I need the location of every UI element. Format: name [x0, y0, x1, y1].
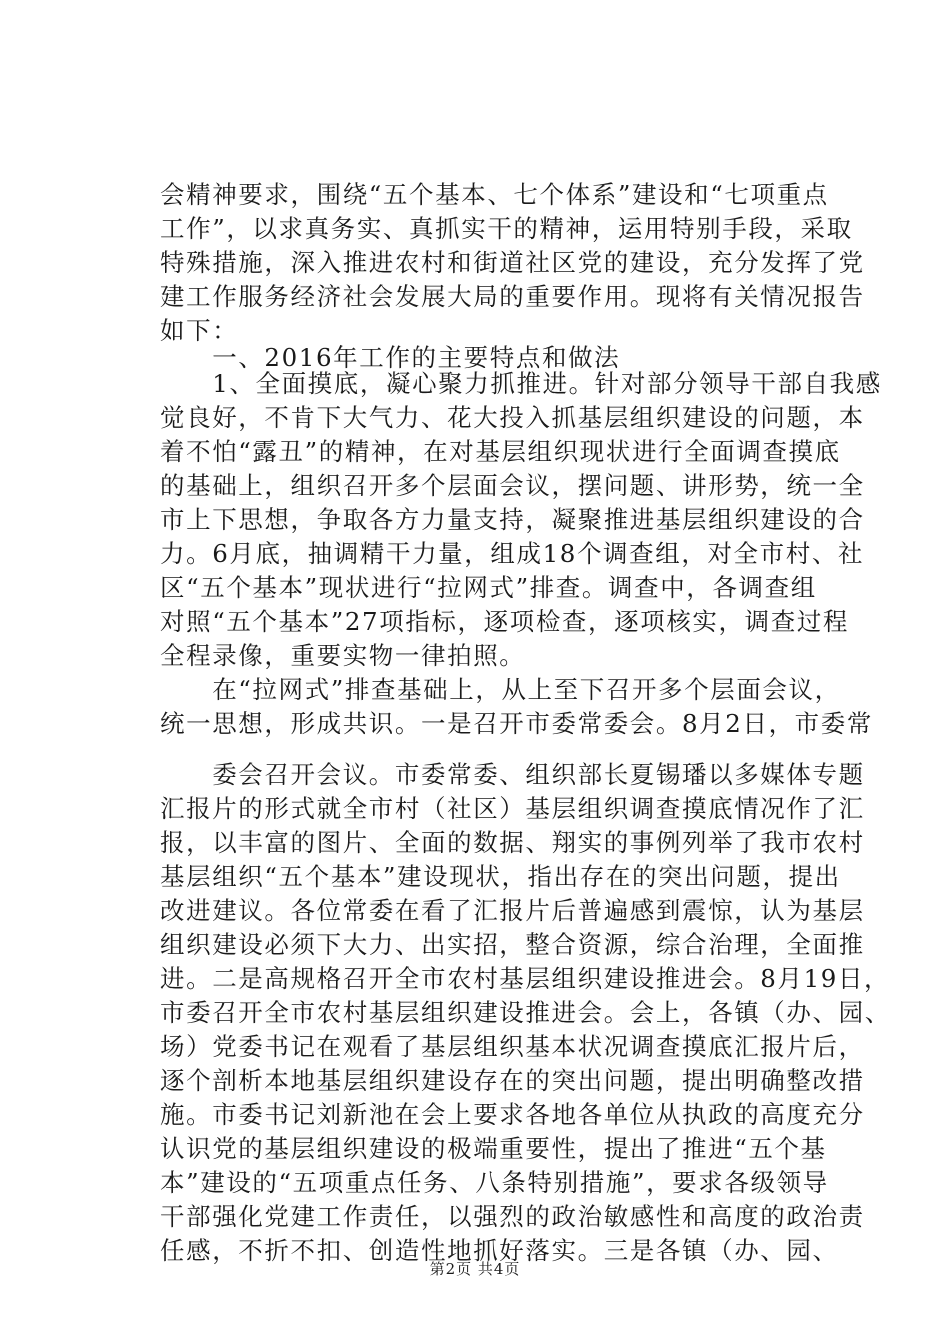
- text-line: 进。二是高规格召开全市农村基层组织建设推进会。8月19日，: [160, 964, 891, 993]
- text-line: 本”建设的“五项重点任务、八条特别措施”，要求各级领导: [160, 1168, 829, 1197]
- text-line: 任感，不折不扣、创造性地抓好落实。三是各镇（办、园、: [160, 1236, 839, 1265]
- text-line: 对照“五个基本”27项指标，逐项检查，逐项核实，调查过程: [160, 607, 850, 636]
- text-line: 力。6月底，抽调精干力量，组成18个调查组，对全市村、社: [160, 539, 865, 568]
- text-line: 觉良好，不肯下大气力、花大投入抓基层组织建设的问题，本: [160, 403, 865, 432]
- text-line: 市委召开全市农村基层组织建设推进会。会上，各镇（办、园、: [160, 998, 891, 1027]
- text-line: 统一思想，形成共识。一是召开市委常委会。8月2日，市委常: [160, 709, 873, 738]
- text-line: 建工作服务经济社会发展大局的重要作用。现将有关情况报告: [160, 282, 865, 311]
- text-line: 报，以丰富的图片、全面的数据、翔实的事例列举了我市农村: [160, 828, 865, 857]
- text-line: 干部强化党建工作责任，以强烈的政治敏感性和高度的政治责: [160, 1202, 865, 1231]
- text-line: 在“拉网式”排查基础上，从上至下召开多个层面会议，: [160, 675, 841, 704]
- text-line: 的基础上，组织召开多个层面会议，摆问题、讲形势，统一全: [160, 471, 865, 500]
- section-heading: 一、2016年工作的主要特点和做法: [160, 343, 621, 372]
- text-line: 市上下思想，争取各方力量支持，凝聚推进基层组织建设的合: [160, 505, 865, 534]
- text-line: 会精神要求，围绕“五个基本、七个体系”建设和“七项重点: [160, 180, 829, 209]
- text-line: 着不怕“露丑”的精神，在对基层组织现状进行全面调查摸底: [160, 437, 841, 466]
- text-line: 工作”，以求真务实、真抓实干的精神，运用特别手段，采取: [160, 214, 853, 243]
- text-line: 基层组织“五个基本”建设现状，指出存在的突出问题，提出: [160, 862, 841, 891]
- text-line: 场）党委书记在观看了基层组织基本状况调查摸底汇报片后，: [160, 1032, 865, 1061]
- page-footer: 第2页 共4页: [429, 1260, 521, 1278]
- text-line: 逐个剖析本地基层组织建设存在的突出问题，提出明确整改措: [160, 1066, 865, 1095]
- text-line: 认识党的基层组织建设的极端重要性，提出了推进“五个基: [160, 1134, 827, 1163]
- text-line: 特殊措施，深入推进农村和街道社区党的建设，充分发挥了党: [160, 248, 865, 277]
- text-line: 区“五个基本”现状进行“拉网式”排查。调查中，各调查组: [160, 573, 817, 602]
- text-line: 1、全面摸底，凝心聚力抓推进。针对部分领导干部自我感: [160, 369, 882, 398]
- text-line: 施。市委书记刘新池在会上要求各地各单位从执政的高度充分: [160, 1100, 865, 1129]
- text-line: 汇报片的形式就全市村（社区）基层组织调查摸底情况作了汇: [160, 794, 865, 823]
- text-line: 改进建议。各位常委在看了汇报片后普遍感到震惊，认为基层: [160, 896, 865, 925]
- text-line: 组织建设必须下大力、出实招，整合资源，综合治理，全面推: [160, 930, 865, 959]
- text-line: 如下：: [160, 316, 239, 345]
- text-line: 全程录像，重要实物一律拍照。: [160, 641, 526, 670]
- text-line: 委会召开会议。市委常委、组织部长夏锡璠以多媒体专题: [160, 760, 865, 789]
